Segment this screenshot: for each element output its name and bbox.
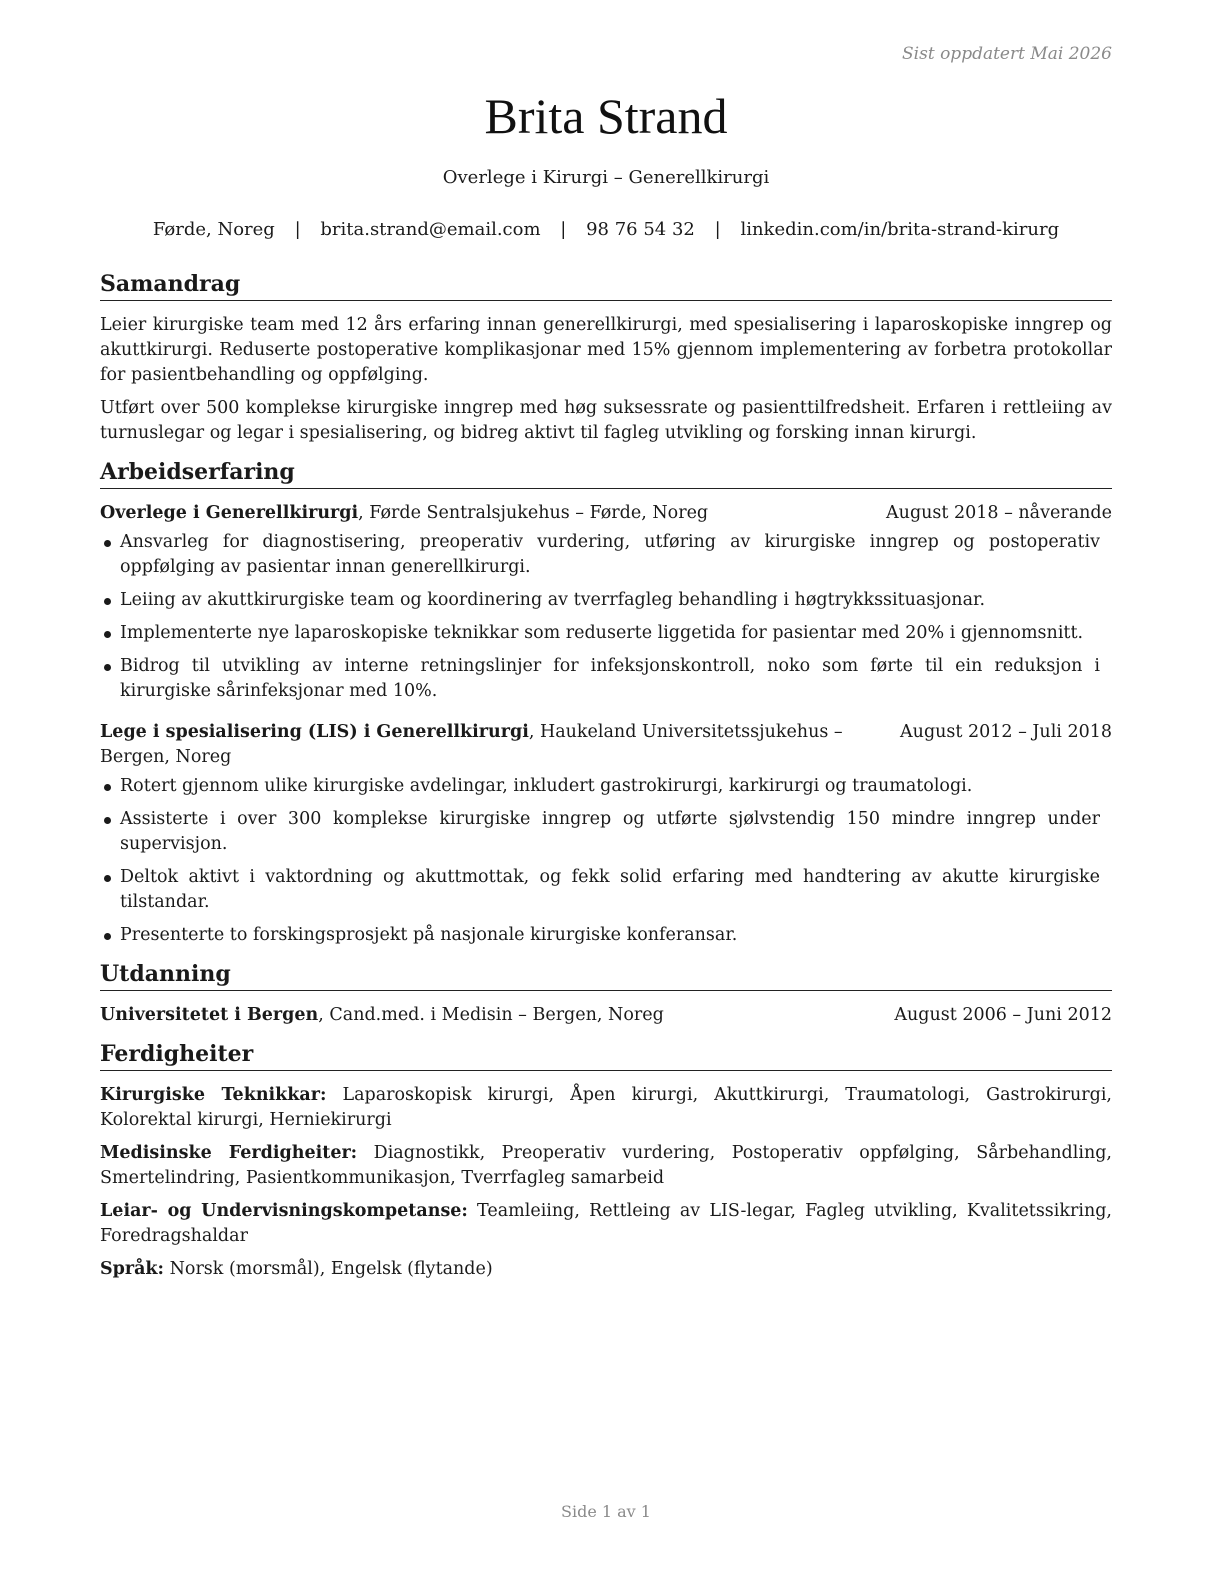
location: Førde, Noreg (152, 219, 275, 240)
skill-text: Teamleiing, Rettleing av LIS-legar, Fagleg utvikling, Kvalitetssikring, Foredragshaldar (100, 1201, 1112, 1246)
separator: | (294, 219, 301, 240)
list-item: Ansvarleg for diagnostisering, preoperativ vurdering, utføring av kirurgiske inngrep og postoperativ oppfølging av pasientar innan generellkirurgi. (100, 530, 1112, 580)
cv-page (100, 0, 1112, 1584)
skills-section (100, 1040, 1112, 1282)
skill-label: Leiar- og Undervisningskompetanse: (100, 1201, 468, 1221)
list-item: Rotert gjennom ulike kirurgiske avdelingar, inkludert gastrokirurgi, karkirurgi og traumatologi. (100, 774, 1112, 799)
school-name: Universitetet i Bergen (100, 1005, 319, 1025)
cv-content (100, 270, 1112, 1294)
skill-text: Diagnostikk, Preoperativ vurdering, Postoperativ oppfølging, Sårbehandling, Smertelindring, Pasientkommunikasjon, Tverrfagleg samarbeid (100, 1143, 1112, 1188)
skill-text: Laparoskopisk kirurgi, Åpen kirurgi, Akuttkirurgi, Traumatologi, Gastrokirurgi, Kolorektal kirurgi, Herniekirurgi (100, 1085, 1112, 1130)
skill-row (100, 1257, 1112, 1282)
education-section (100, 960, 1112, 1028)
list-item: Leiing av akuttkirurgiske team og koordinering av tverrfagleg behandling i høgtrykkssituasjonar. (100, 588, 1112, 613)
job-bullets (100, 774, 1112, 948)
person-name: Brita Strand (484, 88, 728, 144)
skill-row (100, 1083, 1112, 1133)
summary-paragraph: Leier kirurgiske team med 12 års erfaring innan generellkirurgi, med spesialisering i laparoskopiske inngrep og akuttkirurgi. Reduserte postoperative komplikasjonar med 15% gjennom implementering av forbetra protokollar for pasientbehandling og oppfølging. (100, 315, 1112, 385)
experience-section (100, 458, 1112, 948)
linkedin-link[interactable]: linkedin.com/in/brita-strand-kirurg (740, 219, 1060, 240)
job-employer: , Haukeland Universitetssjukehus – Bergen, Noreg (100, 722, 843, 767)
job-position: Lege i spesialisering (LIS) i Generellkirurgi (100, 722, 529, 742)
job-dates: August 2018 – nåverande (886, 503, 1112, 523)
skill-text: Norsk (morsmål), Engelsk (flytande) (164, 1259, 493, 1279)
last-updated: Sist oppdatert Mai 2026 (902, 44, 1112, 64)
job-employer: , Førde Sentralsjukehus – Førde, Noreg (358, 503, 709, 523)
phone-number: 98 76 54 32 (586, 219, 695, 240)
job-position: Overlege i Generellkirurgi (100, 503, 359, 523)
section-title: Utdanning (100, 960, 1112, 991)
job-bullets (100, 530, 1112, 704)
skill-label: Kirurgiske Teknikkar: (100, 1085, 327, 1105)
list-item: Deltok aktivt i vaktordning og akuttmottak, og fekk solid erfaring med handtering av akutte kirurgiske tilstandar. (100, 865, 1112, 915)
skill-label: Språk: (100, 1259, 165, 1279)
list-item: Presenterte to forskingsprosjekt på nasjonale kirurgiske konferansar. (100, 923, 1112, 948)
list-item: Implementerte nye laparoskopiske teknikkar som reduserte liggetida for pasientar med 20% i gjennomsnitt. (100, 621, 1112, 646)
summary-section (100, 270, 1112, 446)
list-item: Bidrog til utvikling av interne retningslinjer for infeksjonskontroll, noko som førte til ein reduksjon i kirurgiske sårinfeksjonar med 10%. (100, 654, 1112, 704)
contact-line (100, 219, 1112, 240)
separator: | (560, 219, 567, 240)
job-title: Overlege i Kirurgi – Generellkirurgi (442, 167, 770, 188)
separator: | (714, 219, 721, 240)
list-item: Assisterte i over 300 komplekse kirurgiske inngrep og utførte sjølvstendig 150 mindre inngrep under supervisjon. (100, 807, 1112, 857)
skill-label: Medisinske Ferdigheiter: (100, 1143, 358, 1163)
job-header (100, 501, 1112, 526)
email-link[interactable]: brita.strand@email.com (320, 219, 541, 240)
section-title: Arbeidserfaring (100, 458, 1112, 489)
education-entry (100, 1003, 1112, 1028)
job-header (100, 720, 1112, 770)
job-dates: August 2012 – Juli 2018 (900, 722, 1112, 742)
education-dates: August 2006 – Juni 2012 (894, 1005, 1112, 1025)
section-title: Ferdigheiter (100, 1040, 1112, 1071)
page-number: Side 1 av 1 (561, 1502, 651, 1521)
skill-row (100, 1141, 1112, 1191)
skill-row (100, 1199, 1112, 1249)
section-title: Samandrag (100, 270, 1112, 301)
summary-paragraph: Utført over 500 komplekse kirurgiske inngrep med høg suksessrate og pasienttilfredsheit. Erfaren i rettleiing av turnuslegar og legar i spesialisering, og bidreg aktivt til fagleg utvikling og forsking innan kirurgi. (100, 398, 1112, 443)
degree: , Cand.med. i Medisin – Bergen, Noreg (318, 1005, 664, 1025)
